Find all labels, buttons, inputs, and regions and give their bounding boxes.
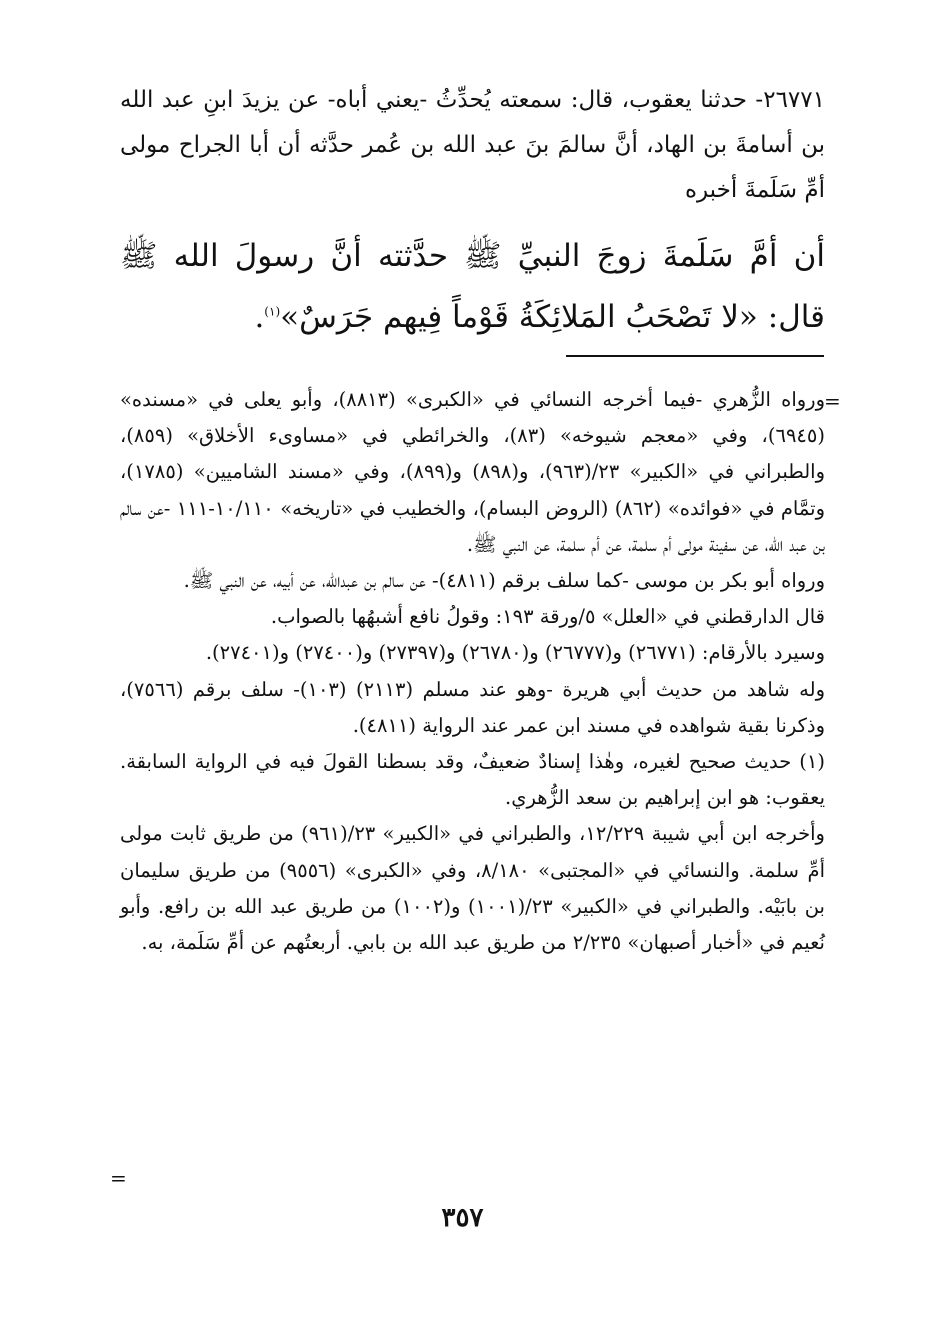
- footnote-separator: [566, 355, 824, 357]
- hadith-matn-end: .: [254, 299, 265, 335]
- hadith-isnad: ٢٦٧٧١- حدثنا يعقوب، قال: سمعته يُحدِّثُ -يعني أباه- عن يزيدَ ابنِ عبد الله بن أسامةَ بن الهاد، أنَّ سالمَ بنَ عبد الله بن عُمر حدَّثه أن أبا الجراح مولى أمِّ سَلَمةَ أخبره: [120, 87, 825, 203]
- footnote-paragraph: وله شاهد من حديث أبي هريرة -وهو عند مسلم (٢١١٣) (١٠٣)- سلف برقم (٧٥٦٦)، وذكرنا بقية شواهده في مسند ابن عمر عند الرواية (٤٨١١).: [120, 677, 825, 737]
- footnote-paragraph: قال الدارقطني في «العلل» ٥/ورقة ١٩٣: وقولُ نافع أشبهُها بالصواب.: [270, 605, 825, 629]
- hadith-matn: [120, 226, 825, 348]
- footnote-paragraph: وسيرد بالأرقام: (٢٦٧٧١) و(٢٦٧٧٧) و(٢٦٧٨٠) و(٢٧٣٩٧) و(٢٧٤٠٠) و(٢٧٤٠١).: [205, 641, 825, 665]
- footnote-paragraph: (١) حديث صحيح لغيره، وهٰذا إسنادٌ ضعيفٌ، وقد بسطنا القولَ فيه في الرواية السابقة. يعقوب: هو ابن إبراهيم بن سعد الزُّهري.: [120, 750, 825, 810]
- footnotes: [120, 382, 825, 961]
- hadith-matn-text: أن أمَّ سَلَمةَ زوجَ النبيِّ ﷺ حدَّثته أنَّ رسولَ الله ﷺ قال: «لا تَصْحَبُ المَلائِكَةُ قَوْماً فِيهم جَرَسٌ»: [120, 238, 825, 335]
- footnote-paragraph: ورواه أبو بكر بن موسى -كما سلف برقم (٤٨١١)- عن سالم بن عبدالله، عن أبيه، عن النبي ﷺ.: [183, 569, 825, 593]
- footnote-paragraph: وأخرجه ابن أبي شيبة ١٢/٢٢٩، والطبراني في «الكبير» ٢٣/(٩٦١) من طريق ثابت مولى أمِّ سلمة. والنسائي في «المجتبى» ٨/١٨٠، وفي «الكبرى» (٩٥٥٦) من طريق سليمان بن بابَيْه. والطبراني في «الكبير» ٢٣/(١٠٠١) و(١٠٠٢) من طريق عبد الله بن رافع. وأبو نُعيم في «أخبار أصبهان» ٢/٢٣٥ من طريق عبد الله بن بابي. أربعتُهم عن أمِّ سَلَمة، به.: [120, 822, 825, 955]
- continuation-mark-end: =: [110, 1166, 127, 1190]
- footnote-paragraph: ورواه الزُّهري -فيما أخرجه النسائي في «الكبرى» (٨٨١٣)، وأبو يعلى في «مسنده» (٦٩٤٥)، وفي «معجم شيوخه» (٨٣)، والخرائطي في «مساوىء الأخلاق» (٨٥٩)، والطبراني في «الكبير» ٢٣/(٩٦٣)، و(٨٩٨) و(٨٩٩)، وفي «مسند الشاميين» (١٧٨٥)، وتمَّام في «فوائده» (٨٦٢) (الروض البسام)، والخطيب في «تاريخه» ١٠/١١٠-١١١ -عن سالم بن عبد الله، عن سفينة مولى أم سلمة، عن أم سلمة، عن النبي ﷺ.: [120, 388, 826, 556]
- continuation-mark: =: [824, 389, 841, 413]
- footnote-ref: (١): [264, 304, 281, 319]
- page-number: ٣٥٧: [441, 1203, 484, 1233]
